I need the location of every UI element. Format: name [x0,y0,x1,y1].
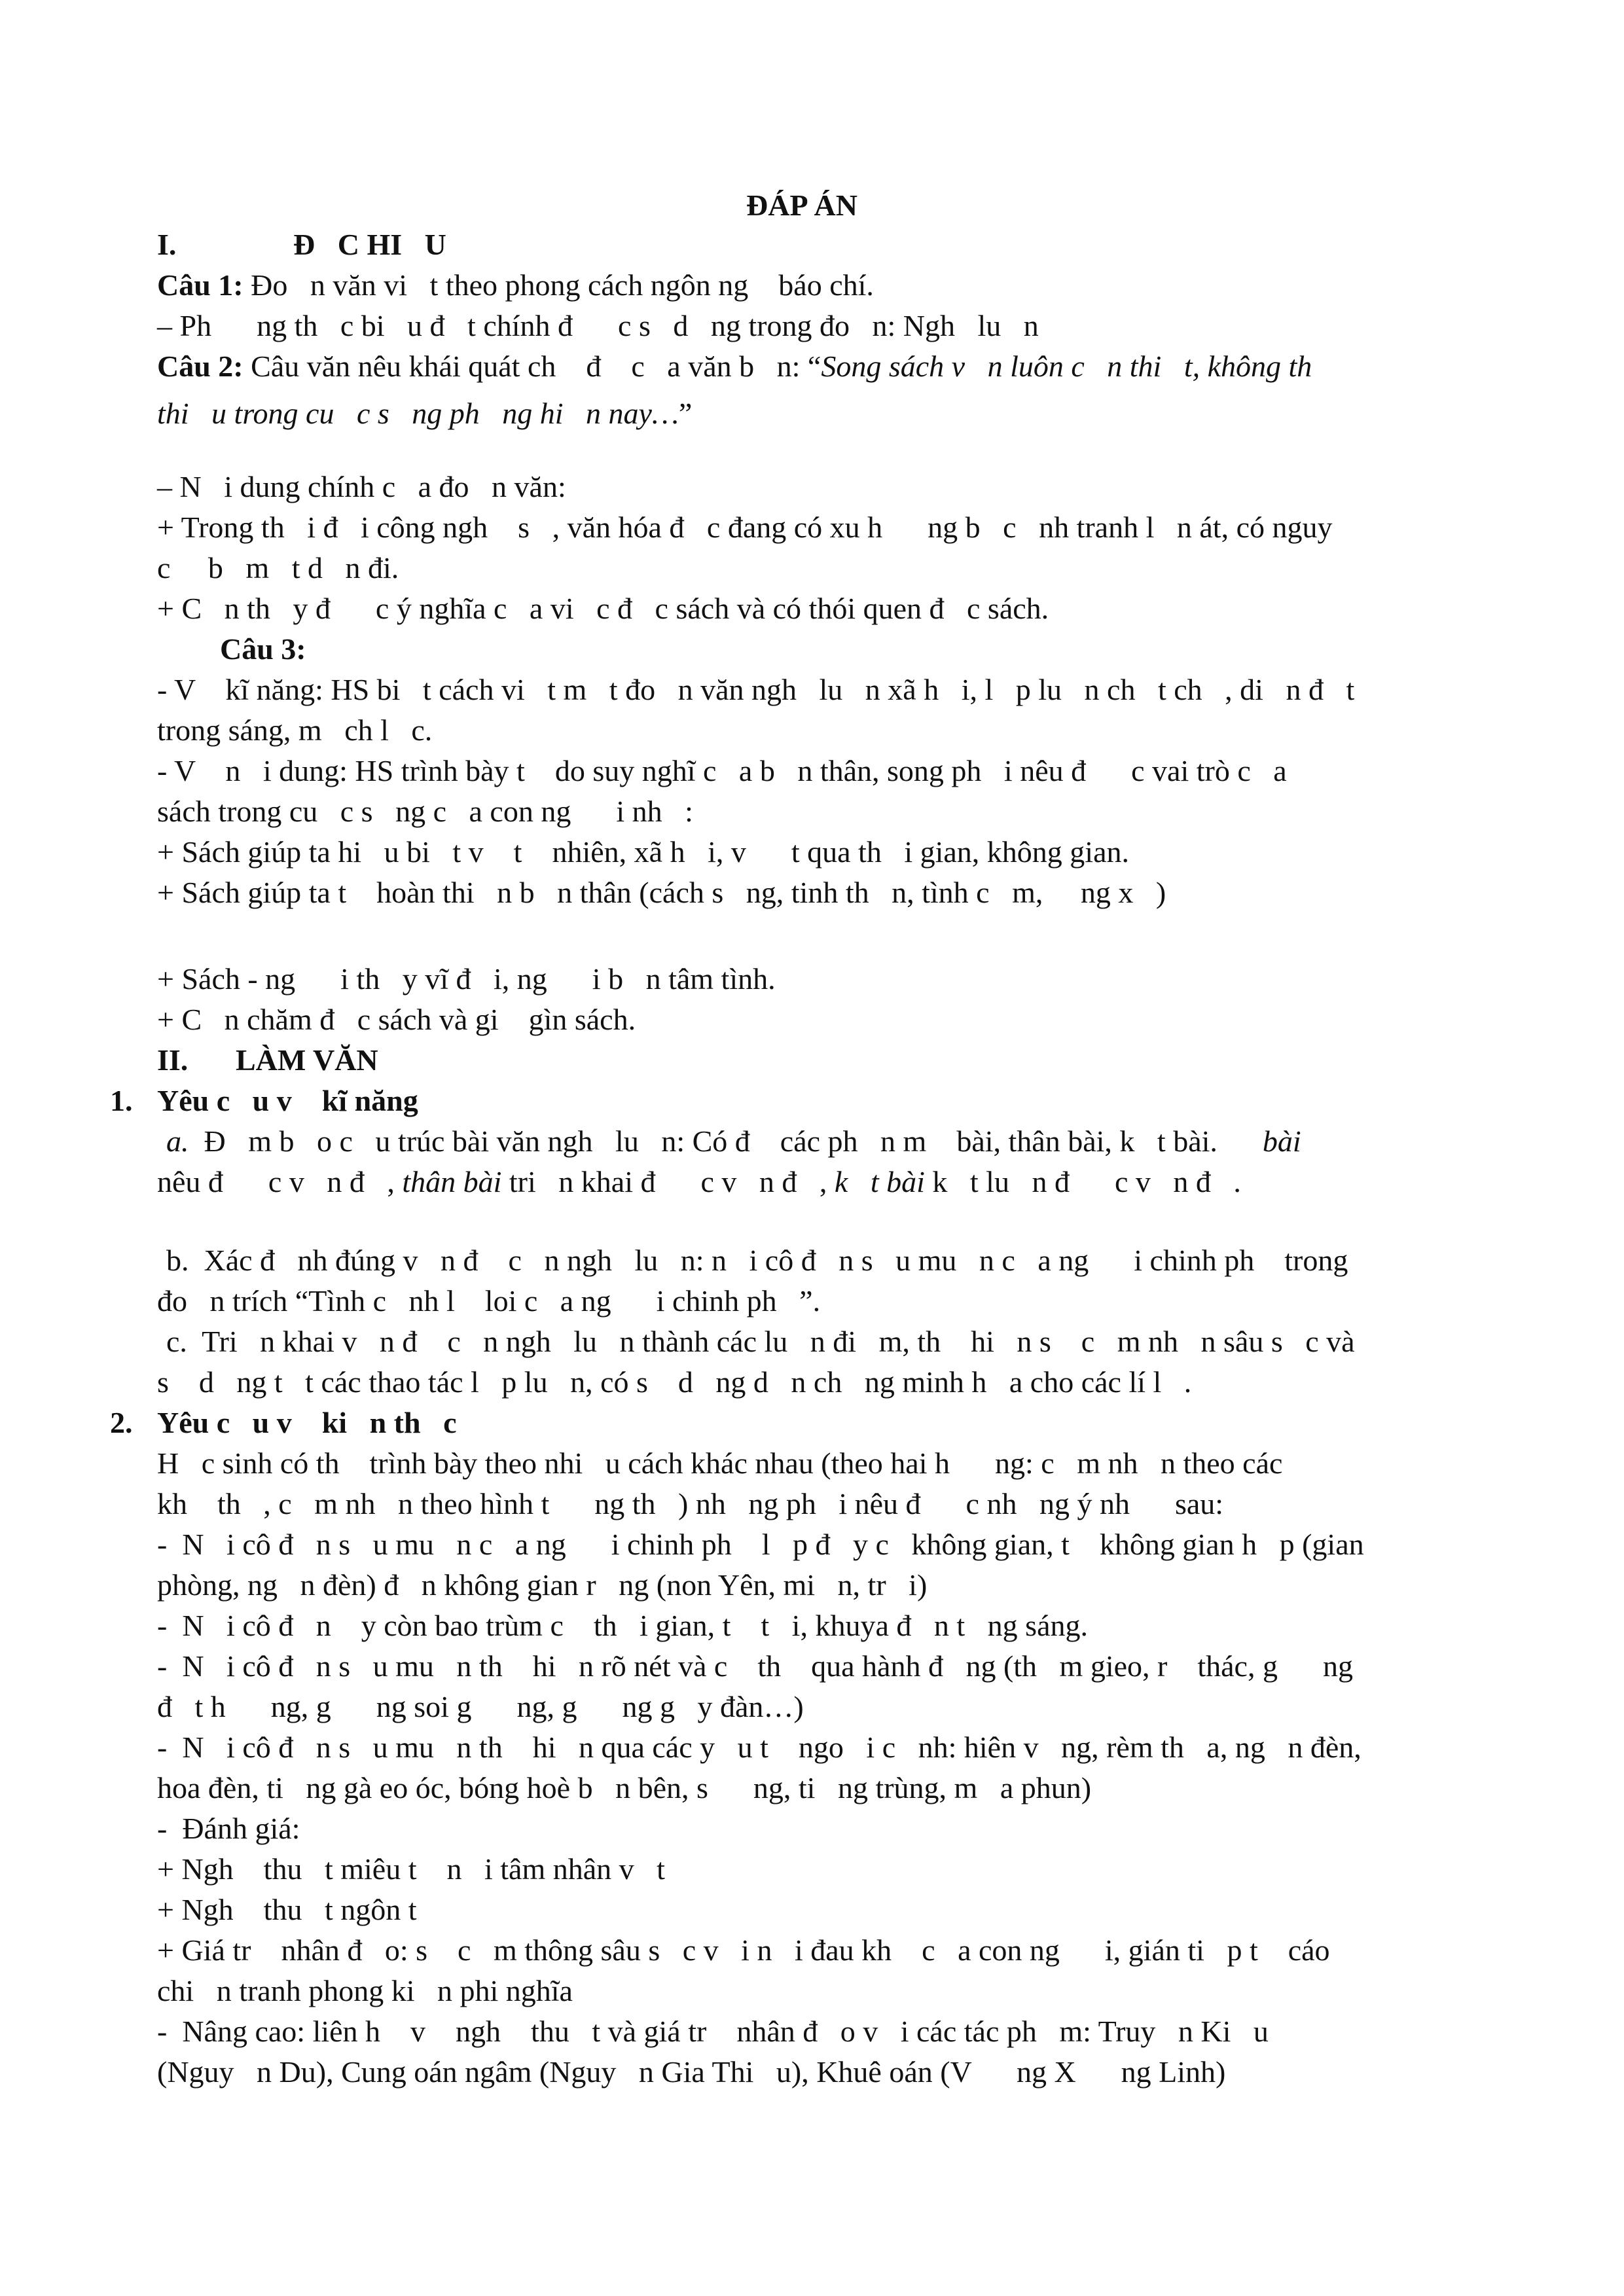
req1-a-label: a. [166,1124,189,1158]
req2-line-1: H c sinh có th trình bày theo nhi u cách khác nhau (theo hai h ng: c m nh n theo các [157,1446,1283,1480]
req1-a-bai: bài [1262,1124,1301,1158]
req2-line-11: + Ngh thu t miêu t n i tâm nhân v t [157,1852,665,1886]
req2-line-4: phòng, ng n đèn) đ n không gian r ng (non Yên, mi n, tr i) [157,1568,928,1602]
cau3-content-a: - V n i dung: HS trình bày t do suy nghĩ c a b n thân, song ph i nêu đ c vai trò c a [157,754,1287,787]
cau3-bullet-1: + Sách giúp ta hi u bi t v t nhiên, xã h i, v t qua th i gian, không gian. [157,835,1130,869]
section-1-number: I. [157,228,177,261]
req2-line-3: - N i cô đ n s u mu n c a ng i chinh ph l p đ y c không gian, t không gian h p (gian [157,1528,1364,1561]
cau2-line [157,350,1312,384]
cau2-point2: + C n th y đ c ý nghĩa c a vi c đ c sách và có thói quen đ c sách. [157,592,1049,625]
cau3-skill-b: trong sáng, m ch l c. [157,713,433,747]
req2-line-12: + Ngh thu t ngôn t [157,1893,417,1926]
req2-line-8: - N i cô đ n s u mu n th hi n qua các y u t ngo i c nh: hiên v ng, rèm th a, ng n đèn, [157,1731,1362,1764]
req2-line-5: - N i cô đ n y còn bao trùm c th i gian, t t i, khuya đ n t ng sáng. [157,1609,1088,1642]
req1-a-text: Đ m b o c u trúc bài văn ngh lu n: Có đ các ph n m bài, thân bài, k t bài. [189,1124,1263,1158]
cau2-content-intro: – N i dung chính c a đo n văn: [157,470,566,503]
cau2-quote-line2 [157,397,692,431]
cau2-text: Câu văn nêu khái quát ch đ c a văn b n: “ [243,350,821,383]
req2-line-16: (Nguy n Du), Cung oán ngâm (Nguy n Gia Thi u), Khuê oán (V ng X ng Linh) [157,2055,1226,2089]
cau2-quote-1: Song sách v n luôn c n thi t, không th [821,350,1312,383]
cau2-point1-b: c b m t d n đi. [157,551,399,584]
cau1-label: Câu 1: [157,268,244,302]
req2-number: 2. [110,1406,133,1439]
req2-line-10: - Đánh giá: [157,1812,300,1845]
cau1-line [157,268,874,303]
req2-line-15: - Nâng cao: liên h v ngh thu t và giá tr nhân đ o v i các tác ph m: Truy n Ki u [157,2015,1269,2048]
req1-a-line1 [166,1124,1301,1159]
page-title: ĐÁP ÁN [746,188,857,222]
cau2-quote-end: ” [678,397,693,430]
req2-line-7: đ t h ng, g ng soi g ng, g ng g y đàn…) [157,1690,804,1723]
section-2-number: II. [157,1043,189,1077]
req1-c-line2: s d ng t t các thao tác l p lu n, có s d ng d n ch ng minh h a cho các lí l . [157,1365,1192,1399]
cau2-point1-a: + Trong th i đ i công ngh s , văn hóa đ c đang có xu h ng b c nh tranh l n át, có nguy [157,511,1333,544]
cau1-line2: – Ph ng th c bi u đ t chính đ c s d ng trong đo n: Ngh lu n [157,309,1039,342]
req1-a2-thanbai: thân bài [402,1165,502,1198]
cau1-text: Đo n văn vi t theo phong cách ngôn ng báo chí. [243,268,874,302]
req1-a2-mid: tri n khai đ c v n đ , [501,1165,835,1198]
cau3-content-b: sách trong cu c s ng c a con ng i nh : [157,795,693,828]
cau3-bullet-4: + C n chăm đ c sách và gi gìn sách. [157,1003,636,1036]
req2-heading: Yêu c u v ki n th c [157,1406,457,1439]
req1-b-line1: b. Xác đ nh đúng v n đ c n ngh lu n: n i cô đ n s u mu n c a ng i chinh ph trong [166,1244,1348,1277]
req2-line-14: chi n tranh phong ki n phi nghĩa [157,1974,573,2007]
cau3-skill-a: - V kĩ năng: HS bi t cách vi t m t đo n văn ngh lu n xã h i, l p lu n ch t ch , di n đ t [157,673,1355,706]
req1-b-line2: đo n trích “Tình c nh l loi c a ng i chinh ph ”. [157,1284,821,1318]
cau3-bullet-3: + Sách - ng i th y vĩ đ i, ng i b n tâm tình. [157,962,776,996]
cau2-quote-2: thi u trong cu c s ng ph ng hi n nay… [157,397,679,430]
req2-line-2: kh th , c m nh n theo hình t ng th ) nh ng ph i nêu đ c nh ng ý nh sau: [157,1487,1224,1520]
cau2-label: Câu 2: [157,350,244,383]
req1-c-line1: c. Tri n khai v n đ c n ngh lu n thành các lu n đi m, th hi n s c m nh n sâu s c và [166,1325,1355,1358]
cau3-bullet-2: + Sách giúp ta t hoàn thi n b n thân (cách s ng, tinh th n, tình c m, ng x ) [157,876,1166,909]
req2-line-9: hoa đèn, ti ng gà eo óc, bóng hoè b n bên, s ng, ti ng trùng, m a phun) [157,1771,1092,1804]
cau3-label: Câu 3: [220,632,306,666]
section-1-heading: Đ C HI U [293,228,446,261]
section-2-heading: LÀM VĂN [236,1043,378,1077]
req1-a2-end: k t lu n đ c v n đ . [924,1165,1241,1198]
req1-a2-start: nêu đ c v n đ , [157,1165,403,1198]
req1-a2-ketbai: k t bài [834,1165,925,1198]
req1-a-line2 [157,1165,1241,1200]
req1-heading: Yêu c u v kĩ năng [157,1084,418,1117]
req2-line-6: - N i cô đ n s u mu n th hi n rõ nét và c th qua hành đ ng (th m gieo, r thác, g ng [157,1649,1353,1683]
req2-line-13: + Giá tr nhân đ o: s c m thông sâu s c v i n i đau kh c a con ng i, gián ti p t cáo [157,1933,1330,1967]
req1-number: 1. [110,1084,133,1117]
